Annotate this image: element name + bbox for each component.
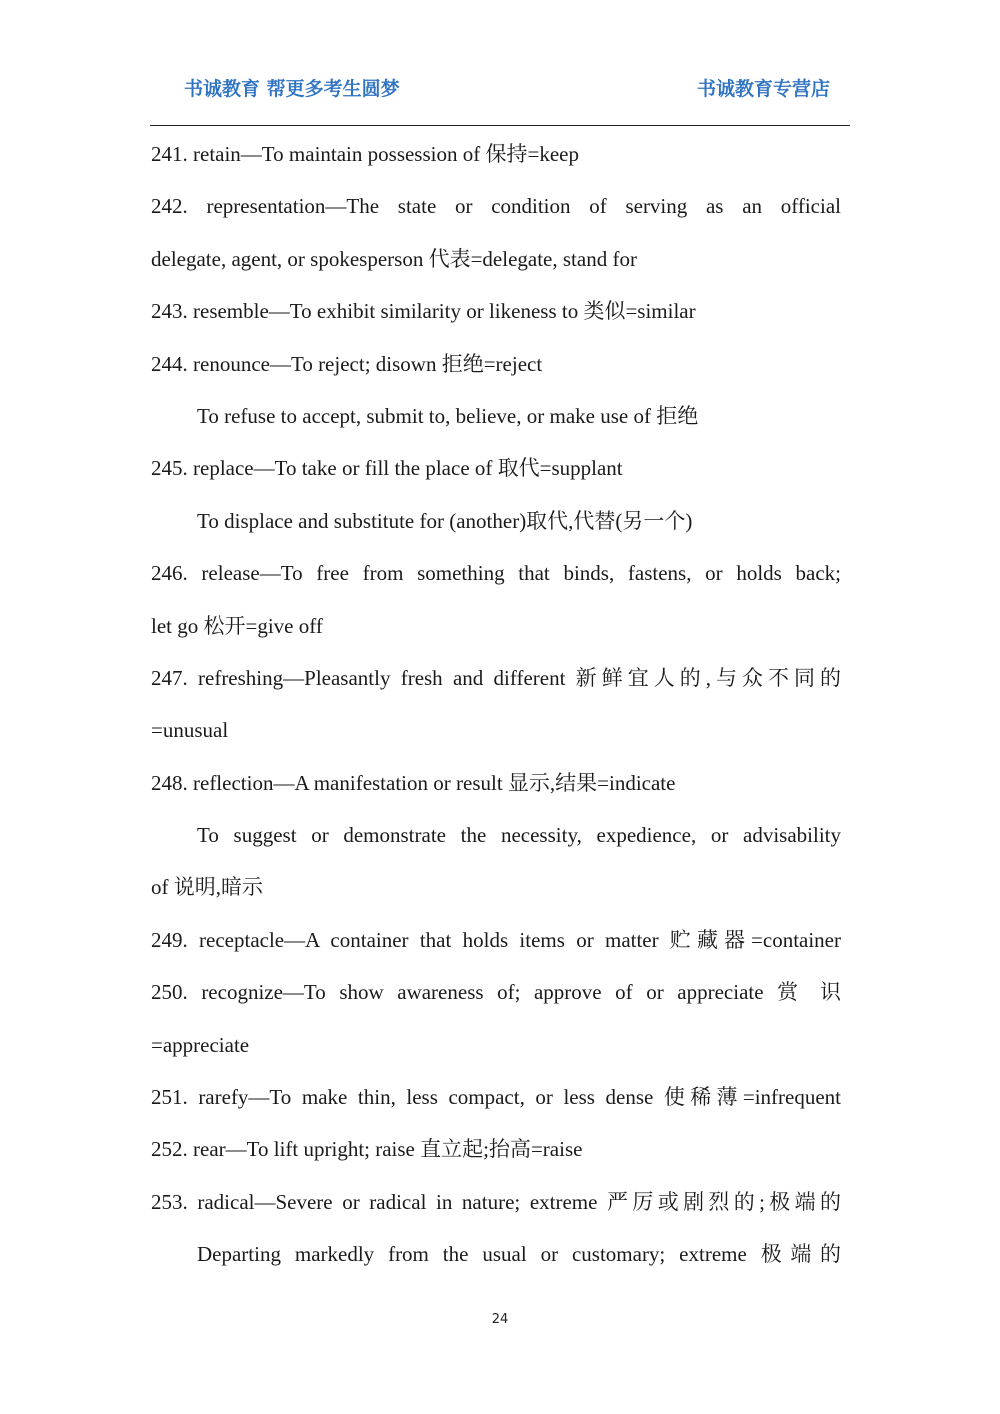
text-line: =appreciate [151,1032,250,1057]
text-line: To refuse to accept, submit to, believe, or make use of 拒绝 [197,403,699,428]
text-line: of 说明,暗示 [151,875,263,900]
page-number: 24 [491,1312,509,1327]
text-line: Departing markedly from the usual or customary; extreme 极端的 [197,1242,841,1267]
text-line: 244. renounce—To reject; disown 拒绝=reject [151,351,543,376]
vocabulary-list [151,128,841,1281]
text-line: 249. receptacle—A container that holds items or matter 贮藏器=container [151,927,841,952]
text-line: 252. rear—To lift upright; raise 直立起;抬高=raise [151,1137,583,1162]
text-line: let go 松开=give off [151,613,323,638]
page-header [150,70,850,104]
text-line: 247. refreshing—Pleasantly fresh and different 新鲜宜人的,与众不同的 [151,665,841,690]
text-line: 246. release—To free from something that binds, fastens, or holds back; [151,561,841,586]
text-line: 241. retain—To maintain possession of 保持=keep [151,142,579,166]
header-divider [150,125,850,126]
text-line: 243. resemble—To exhibit similarity or likeness to 类似=similar [151,299,696,324]
text-line: 245. replace—To take or fill the place of 取代=supplant [151,456,623,481]
text-line: 251. rarefy—To make thin, less compact, or less dense 使稀薄=infrequent [151,1085,841,1110]
text-line: 250. recognize—To show awareness of; approve of or appreciate 赏 识 [151,980,841,1005]
text-line: 242. representation—The state or condition of serving as an official [151,194,841,219]
text-line: 253. radical—Severe or radical in nature; extreme 严厉或剧烈的;极端的 [151,1189,841,1214]
header-right-text: 书诚教育专营店 [696,78,830,100]
text-line: To displace and substitute for (another)取代,代替(另一个) [197,508,693,533]
text-line: To suggest or demonstrate the necessity, expedience, or advisability [197,823,841,848]
text-line: delegate, agent, or spokesperson 代表=delegate, stand for [151,246,637,271]
text-line: 248. reflection—A manifestation or result 显示,结果=indicate [151,770,676,795]
header-left-text: 书诚教育 帮更多考生圆梦 [184,78,400,100]
text-line: =unusual [151,718,229,743]
